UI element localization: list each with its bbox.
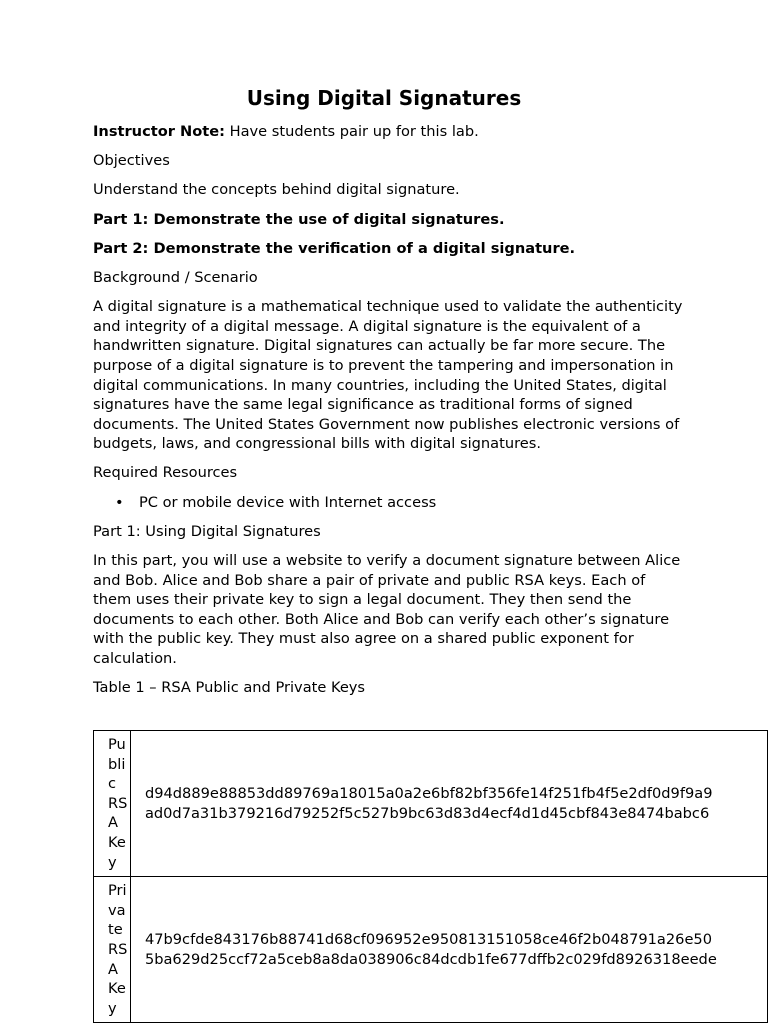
resources-heading: Required Resources [93,464,238,482]
bullet-icon: • [115,493,124,511]
list-item [115,493,683,513]
instructor-note [93,122,683,142]
key-value-cell [130,731,767,877]
public-key-label: Public RSA Key [108,736,128,871]
objectives-heading: Objectives [93,152,170,170]
key-label-cell [94,877,131,1023]
instructor-note-label: Instructor Note: [93,123,225,140]
part1-objective: Part 1: Demonstrate the use of digital signatures. [93,210,505,228]
public-key-line-2: ad0d7a31b379216d79252f5c527b9bc63d83d4ecf4d1d45cbf843e8474babc6 [144,804,710,822]
document-title: Using Digital Signatures [246,86,522,110]
private-key-line-1: 47b9cfde843176b88741d68cf096952e950813151058ce46f2b048791a26e50 [144,931,712,949]
objectives-text: Understand the concepts behind digital signature. [93,181,460,199]
key-value-cell [130,877,767,1023]
private-key-line-2: 5ba629d25ccf72a5ceb8a8da038906c84dcdb1fe677dffb2c029fd8926318eede [144,950,717,968]
key-label-cell [94,731,131,877]
instructor-note-text: Have students pair up for this lab. [224,123,479,140]
rsa-keys-table [93,730,768,1023]
private-key-label: Private RSA Key [108,882,128,1017]
background-heading: Background / Scenario [93,268,258,286]
table-row [94,731,768,877]
resource-item-text: PC or mobile device with Internet access [139,493,437,511]
part1-heading: Part 1: Using Digital Signatures [93,522,321,540]
table-caption: Table 1 – RSA Public and Private Keys [93,679,366,697]
public-key-line-1: d94d889e88853dd89769a18015a0a2e6bf82bf356fe14f251fb4f5e2df0d9f9a9 [144,784,713,802]
resources-list [93,493,683,513]
part2-objective: Part 2: Demonstrate the verification of a digital signature. [93,239,576,257]
background-text: A digital signature is a mathematical technique used to validate the authenticity and integrity of a digital message. A digital signature is the equivalent of a handwritten signature. Digital signatures can actually be far more secure. The purpose of a digital signature is to prevent the tampering and impersonation in digital communications. In many countries, including the United States, digital signatures have the same legal significance as traditional forms of signed documents. The United States Government now publishes electronic versions of budgets, laws, and congressional bills with digital signatures. [93,298,683,453]
document-body [93,122,683,707]
table-row [94,877,768,1023]
part1-text: In this part, you will use a website to verify a document signature between Alice and Bob. Alice and Bob share a pair of private and public RSA keys. Each of them uses their private key to sign a legal document. They then send the documents to each other. Both Alice and Bob can verify each other’s signature with the public key. They must also agree on a shared public exponent for calculation. [93,552,681,667]
